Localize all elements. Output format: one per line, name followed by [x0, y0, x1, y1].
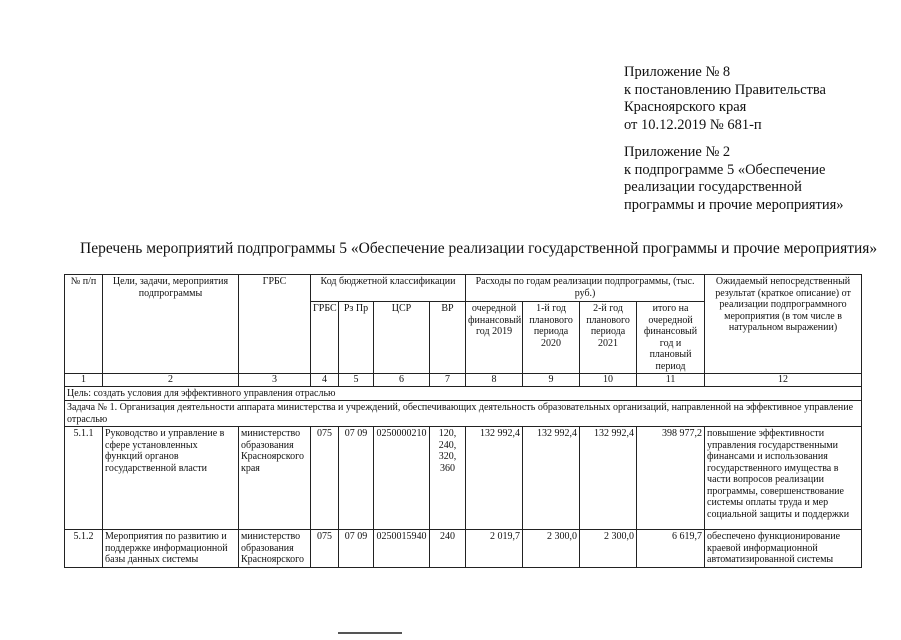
column-number: 1 [65, 374, 103, 387]
header-budget-code: Код бюджетной классификации [311, 275, 466, 302]
header-sub-csr: ЦСР [374, 302, 430, 374]
header-sub-grbs: ГРБС [311, 302, 339, 374]
header-year-2019: очередной финансовый год 2019 [466, 302, 523, 374]
row-grbs-code: 075 [311, 530, 339, 568]
column-number: 12 [705, 374, 862, 387]
row-y2021: 132 992,4 [580, 427, 637, 530]
appendix-8-header [624, 64, 826, 134]
row-total: 6 619,7 [637, 530, 705, 568]
row-total: 398 977,2 [637, 427, 705, 530]
header-sub-vr: ВР [430, 302, 466, 374]
header-year-2020: 1-й год планового периода 2020 [523, 302, 580, 374]
task-text: Задача № 1. Организация деятельности аппарата министерства и учреждений, обеспечивающих деятельность образовательных организаций, направленной на эффективное управление отраслью [65, 401, 862, 427]
row-grbs-name: министерство образования Красноярского края [239, 427, 311, 530]
goal-text: Цель: создать условия для эффективного управления отраслью [65, 386, 862, 401]
column-number: 5 [339, 374, 374, 387]
row-num: 5.1.2 [65, 530, 103, 568]
header-result: Ожидаемый непосредственный результат (краткое описание) от реализации подпрограммного мероприятия (в том числе в натуральном выражении) [705, 275, 862, 374]
column-number: 7 [430, 374, 466, 387]
appendix-2-line-3: реализации государственной [624, 179, 802, 195]
row-name: Руководство и управление в сфере установленных функций органов государственной власти [103, 427, 239, 530]
row-y2021: 2 300,0 [580, 530, 637, 568]
row-csr: 0250000210 [374, 427, 430, 530]
header-goals: Цели, задачи, мероприятия подпрограммы [103, 275, 239, 374]
header-total: итого на очередной финансовый год и плановый период [637, 302, 705, 374]
column-number: 6 [374, 374, 430, 387]
appendix-2-line-2: к подпрограмме 5 «Обеспечение [624, 161, 826, 178]
row-num: 5.1.1 [65, 427, 103, 530]
page-edge-mark [338, 632, 402, 634]
row-grbs-code: 075 [311, 427, 339, 530]
row-y2020: 132 992,4 [523, 427, 580, 530]
appendix-2-line-1: Приложение № 2 [624, 144, 731, 160]
column-number: 10 [580, 374, 637, 387]
table-row [65, 427, 862, 530]
row-name: Мероприятия по развитию и поддержке информационной базы данных системы [103, 530, 239, 568]
row-vr: 240 [430, 530, 466, 568]
header-expenses: Расходы по годам реализации подпрограммы, (тыс. руб.) [466, 275, 705, 302]
row-grbs-name: министерство образования Красноярского [239, 530, 311, 568]
row-result: обеспечено функционирование краевой информационной автоматизированной системы [705, 530, 862, 568]
goal-row [65, 386, 862, 401]
header-num: № п/п [65, 275, 103, 374]
task-row [65, 401, 862, 427]
column-number: 9 [523, 374, 580, 387]
appendix-2-header [624, 144, 844, 214]
appendix-8-line-2: к постановлению Правительства [624, 81, 826, 98]
column-number: 11 [637, 374, 705, 387]
row-y2020: 2 300,0 [523, 530, 580, 568]
header-grbs: ГРБС [239, 275, 311, 374]
column-number: 8 [466, 374, 523, 387]
row-y2019: 2 019,7 [466, 530, 523, 568]
row-y2019: 132 992,4 [466, 427, 523, 530]
header-year-2021: 2-й год планового периода 2021 [580, 302, 637, 374]
appendix-8-line-4: от 10.12.2019 № 681-п [624, 116, 762, 133]
document-title: Перечень мероприятий подпрограммы 5 «Обеспечение реализации государственной программы и прочие мероприятия» [80, 240, 878, 257]
row-csr: 0250015940 [374, 530, 430, 568]
row-result: повышение эффективности управления государственными финансами и использования государственного имущества в части вопросов реализации программы, совершенствование системы оплаты труда и мер социальной защиты и поддержки [705, 427, 862, 530]
appendix-2-line-4: программы и прочие мероприятия» [624, 196, 844, 213]
table-row [65, 530, 862, 568]
row-vr: 120, 240, 320, 360 [430, 427, 466, 530]
row-rzpr: 07 09 [339, 530, 374, 568]
column-number: 3 [239, 374, 311, 387]
column-number: 4 [311, 374, 339, 387]
column-numbers-row [65, 374, 862, 387]
activities-table [64, 274, 862, 568]
column-number: 2 [103, 374, 239, 387]
header-sub-rzpr: Рз Пр [339, 302, 374, 374]
table-header-row [65, 275, 862, 302]
appendix-8-line-3: Красноярского края [624, 99, 747, 115]
appendix-8-line-1: Приложение № 8 [624, 64, 731, 80]
row-rzpr: 07 09 [339, 427, 374, 530]
